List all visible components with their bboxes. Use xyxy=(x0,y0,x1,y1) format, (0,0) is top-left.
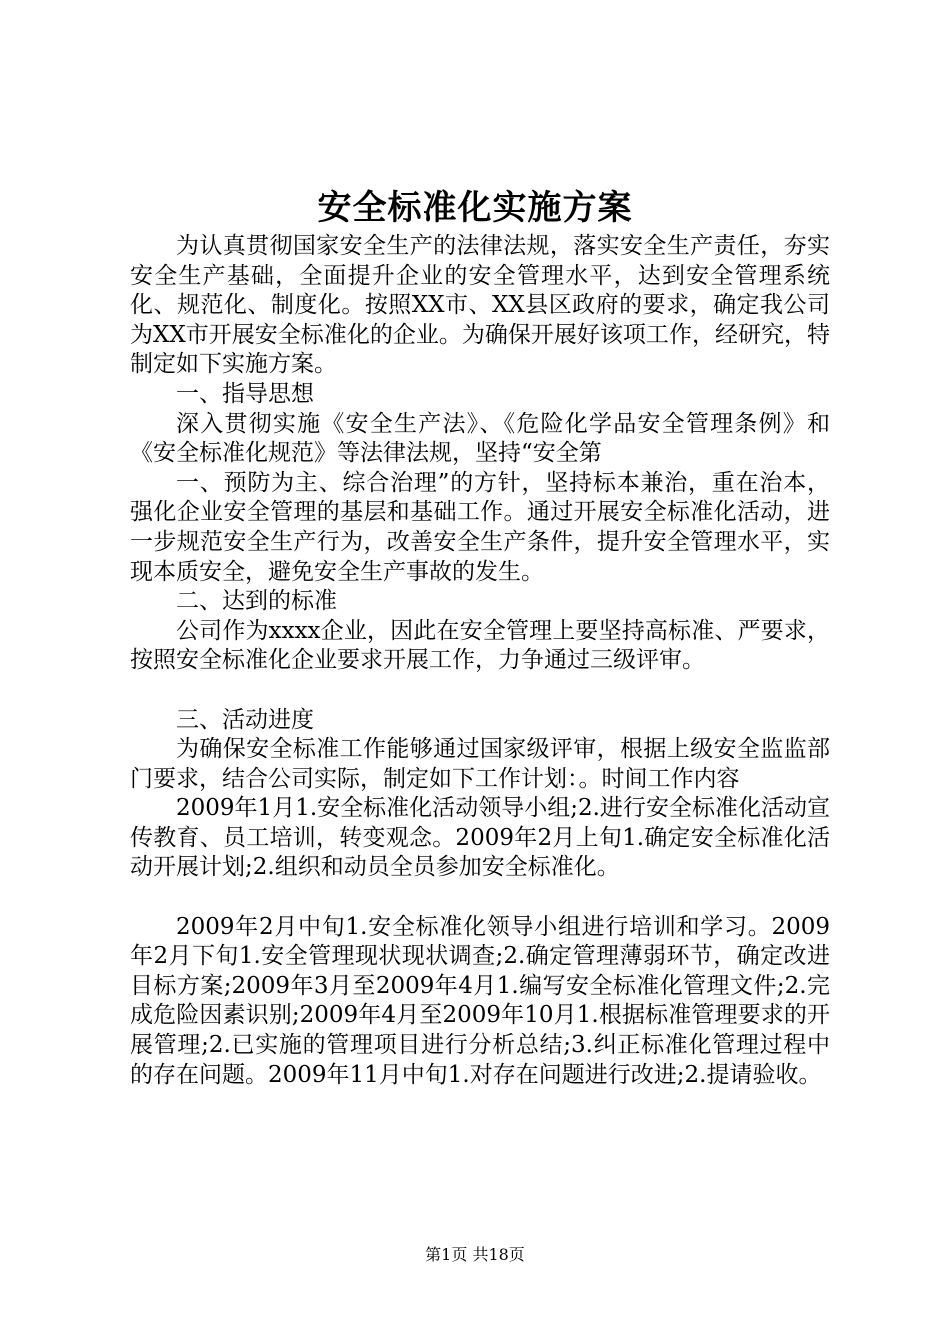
document-title: 安全标准化实施方案 xyxy=(317,188,633,228)
section-heading-schedule: 三、活动进度 xyxy=(176,706,314,733)
paragraph-standards: 公司作为xxxx企业，因此在安全管理上要坚持高标准、严要求，按照安全标准化企业要求开展工作，力争通过三级评审。 xyxy=(130,617,830,674)
section-heading-guiding-ideology: 一、指导思想 xyxy=(176,380,314,407)
paragraph-schedule-1: 2009年1月1.安全标准化活动领导小组;2.进行安全标准化活动宣传教育、员工培训，转变观念。2009年2月上旬1.确定安全标准化活动开展计划;2.组织和动员全员参加安全标准化。 xyxy=(130,795,830,881)
paragraph-guiding-ideology-1: 深入贯彻实施《安全生产法》、《危险化学品安全管理条例》和《安全标准化规范》等法律法规，坚持“安全第 xyxy=(130,410,830,467)
paragraph-guiding-ideology-2: 一、预防为主、综合治理”的方针，坚持标本兼治，重在治本，强化企业安全管理的基层和基础工作。通过开展安全标准化活动，进一步规范安全生产行为，改善安全生产条件，提升安全管理水平，实现本质安全，避免安全生产事故的发生。 xyxy=(130,469,830,585)
page-footer: 第1页 共18页 xyxy=(425,1245,525,1264)
section-heading-standards: 二、达到的标准 xyxy=(176,588,337,615)
paragraph-intro: 为认真贯彻国家安全生产的法律法规，落实安全生产责任，夯实安全生产基础，全面提升企业的安全管理水平，达到安全管理系统化、规范化、制度化。按照XX市、XX县区政府的要求，确定我公司为XX市开展安全标准化的企业。为确保开展好该项工作，经研究，特制定如下实施方案。 xyxy=(130,233,830,378)
paragraph-schedule-intro: 为确保安全标准工作能够通过国家级评审，根据上级安全监监部门要求，结合公司实际，制定如下工作计划：。时间工作内容 xyxy=(130,736,830,792)
paragraph-schedule-2: 2009年2月中旬1.安全标准化领导小组进行培训和学习。2009年2月下旬1.安全管理现状现状调查;2.确定管理薄弱环节，确定改进目标方案;2009年3月至2009年4月1.编写安全标准化管理文件;2.完成危险因素识别;2009年4月至2009年10月1.根据标准管理要求的开展管理;2.已实施的管理项目进行分析总结;3.纠正标准化管理过程中的存在问题。2009年11月中旬1.对存在问题进行改进;2.提请验收。 xyxy=(130,913,830,1088)
document-body xyxy=(130,232,830,1090)
